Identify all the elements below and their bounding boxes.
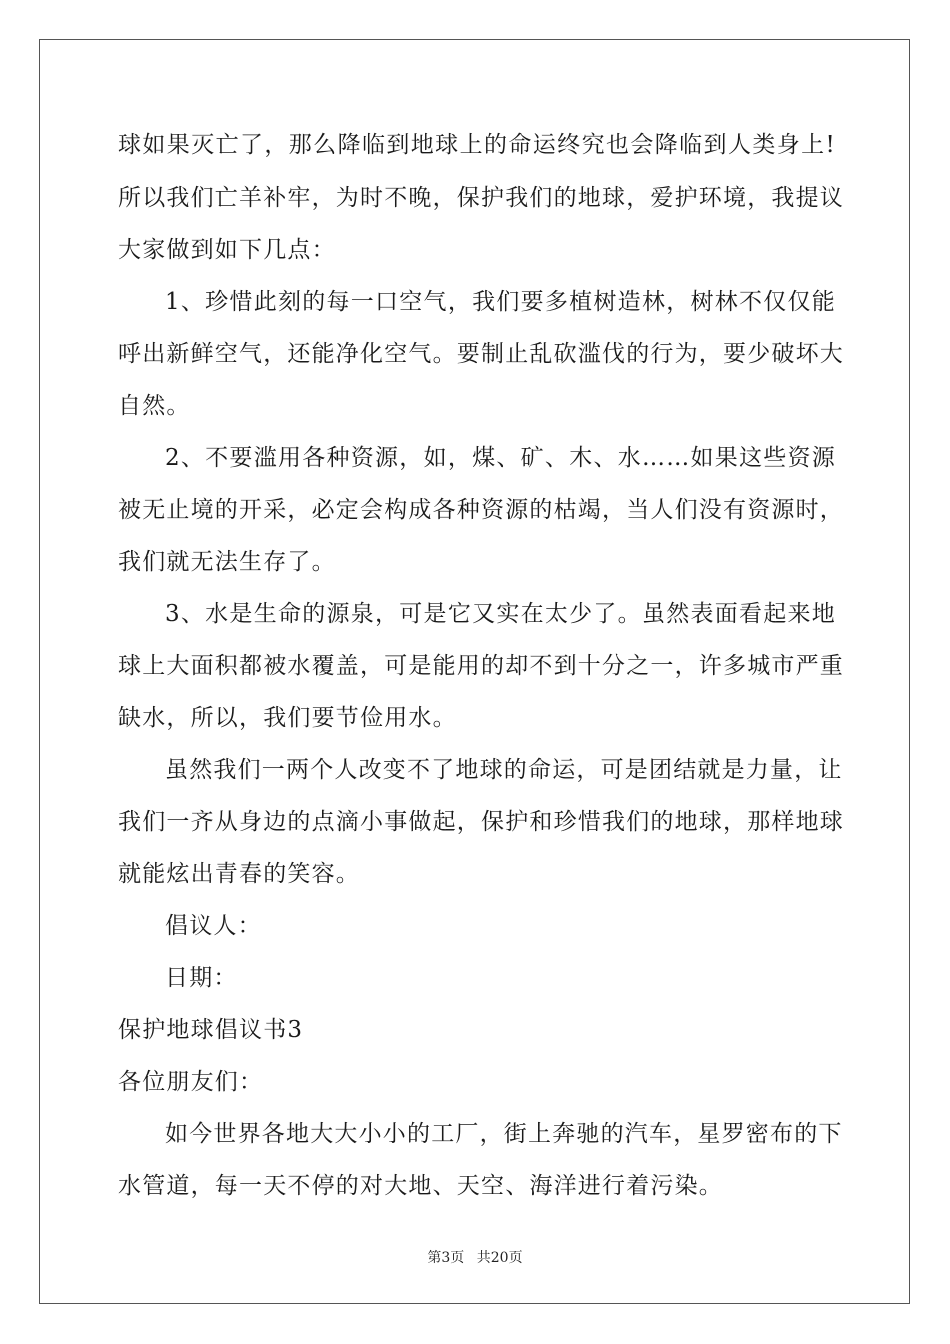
section-title: 保护地球倡议书3: [118, 1017, 304, 1043]
date-label: 日期：: [165, 965, 238, 991]
body-line: 缺水，所以，我们要节俭用水。: [118, 705, 457, 731]
body-line: 水管道，每一天不停的对大地、天空、海洋进行着污染。: [118, 1173, 723, 1199]
body-line: 大家做到如下几点：: [118, 237, 336, 263]
list-item-2-line: 2、不要滥用各种资源，如，煤、矿、木、水……如果这些资源: [165, 445, 836, 471]
body-line: 就能炫出青春的笑容。: [118, 861, 360, 887]
list-item-3-line: 3、水是生命的源泉，可是它又实在太少了。虽然表面看起来地: [165, 601, 836, 627]
body-line: 我们一齐从身边的点滴小事做起，保护和珍惜我们的地球，那样地球: [118, 809, 844, 835]
salutation: 各位朋友们：: [118, 1069, 264, 1095]
paragraph-line: 虽然我们一两个人改变不了地球的命运，可是团结就是力量，让: [165, 757, 843, 783]
body-line: 我们就无法生存了。: [118, 549, 336, 575]
body-line: 所以我们亡羊补牢，为时不晚，保护我们的地球，爱护环境，我提议: [118, 185, 844, 211]
body-line: 自然。: [118, 393, 191, 419]
page-total: 共20页: [476, 1250, 523, 1266]
page-footer: [0, 1247, 950, 1267]
list-item-1-line: 1、珍惜此刻的每一口空气，我们要多植树造林，树林不仅仅能: [165, 289, 836, 315]
proposer-label: 倡议人：: [165, 913, 262, 939]
body-line: 呼出新鲜空气，还能净化空气。要制止乱砍滥伐的行为，要少破坏大: [118, 341, 844, 367]
body-line: 球上大面积都被水覆盖，可是能用的却不到十分之一，许多城市严重: [118, 653, 844, 679]
body-line: 球如果灭亡了，那么降临到地球上的命运终究也会降临到人类身上!: [118, 132, 836, 158]
body-line: 被无止境的开采，必定会构成各种资源的枯竭，当人们没有资源时，: [118, 497, 844, 523]
page-number: 第3页: [427, 1250, 465, 1266]
paragraph-line: 如今世界各地大大小小的工厂，街上奔驰的汽车，星罗密布的下: [165, 1121, 843, 1147]
